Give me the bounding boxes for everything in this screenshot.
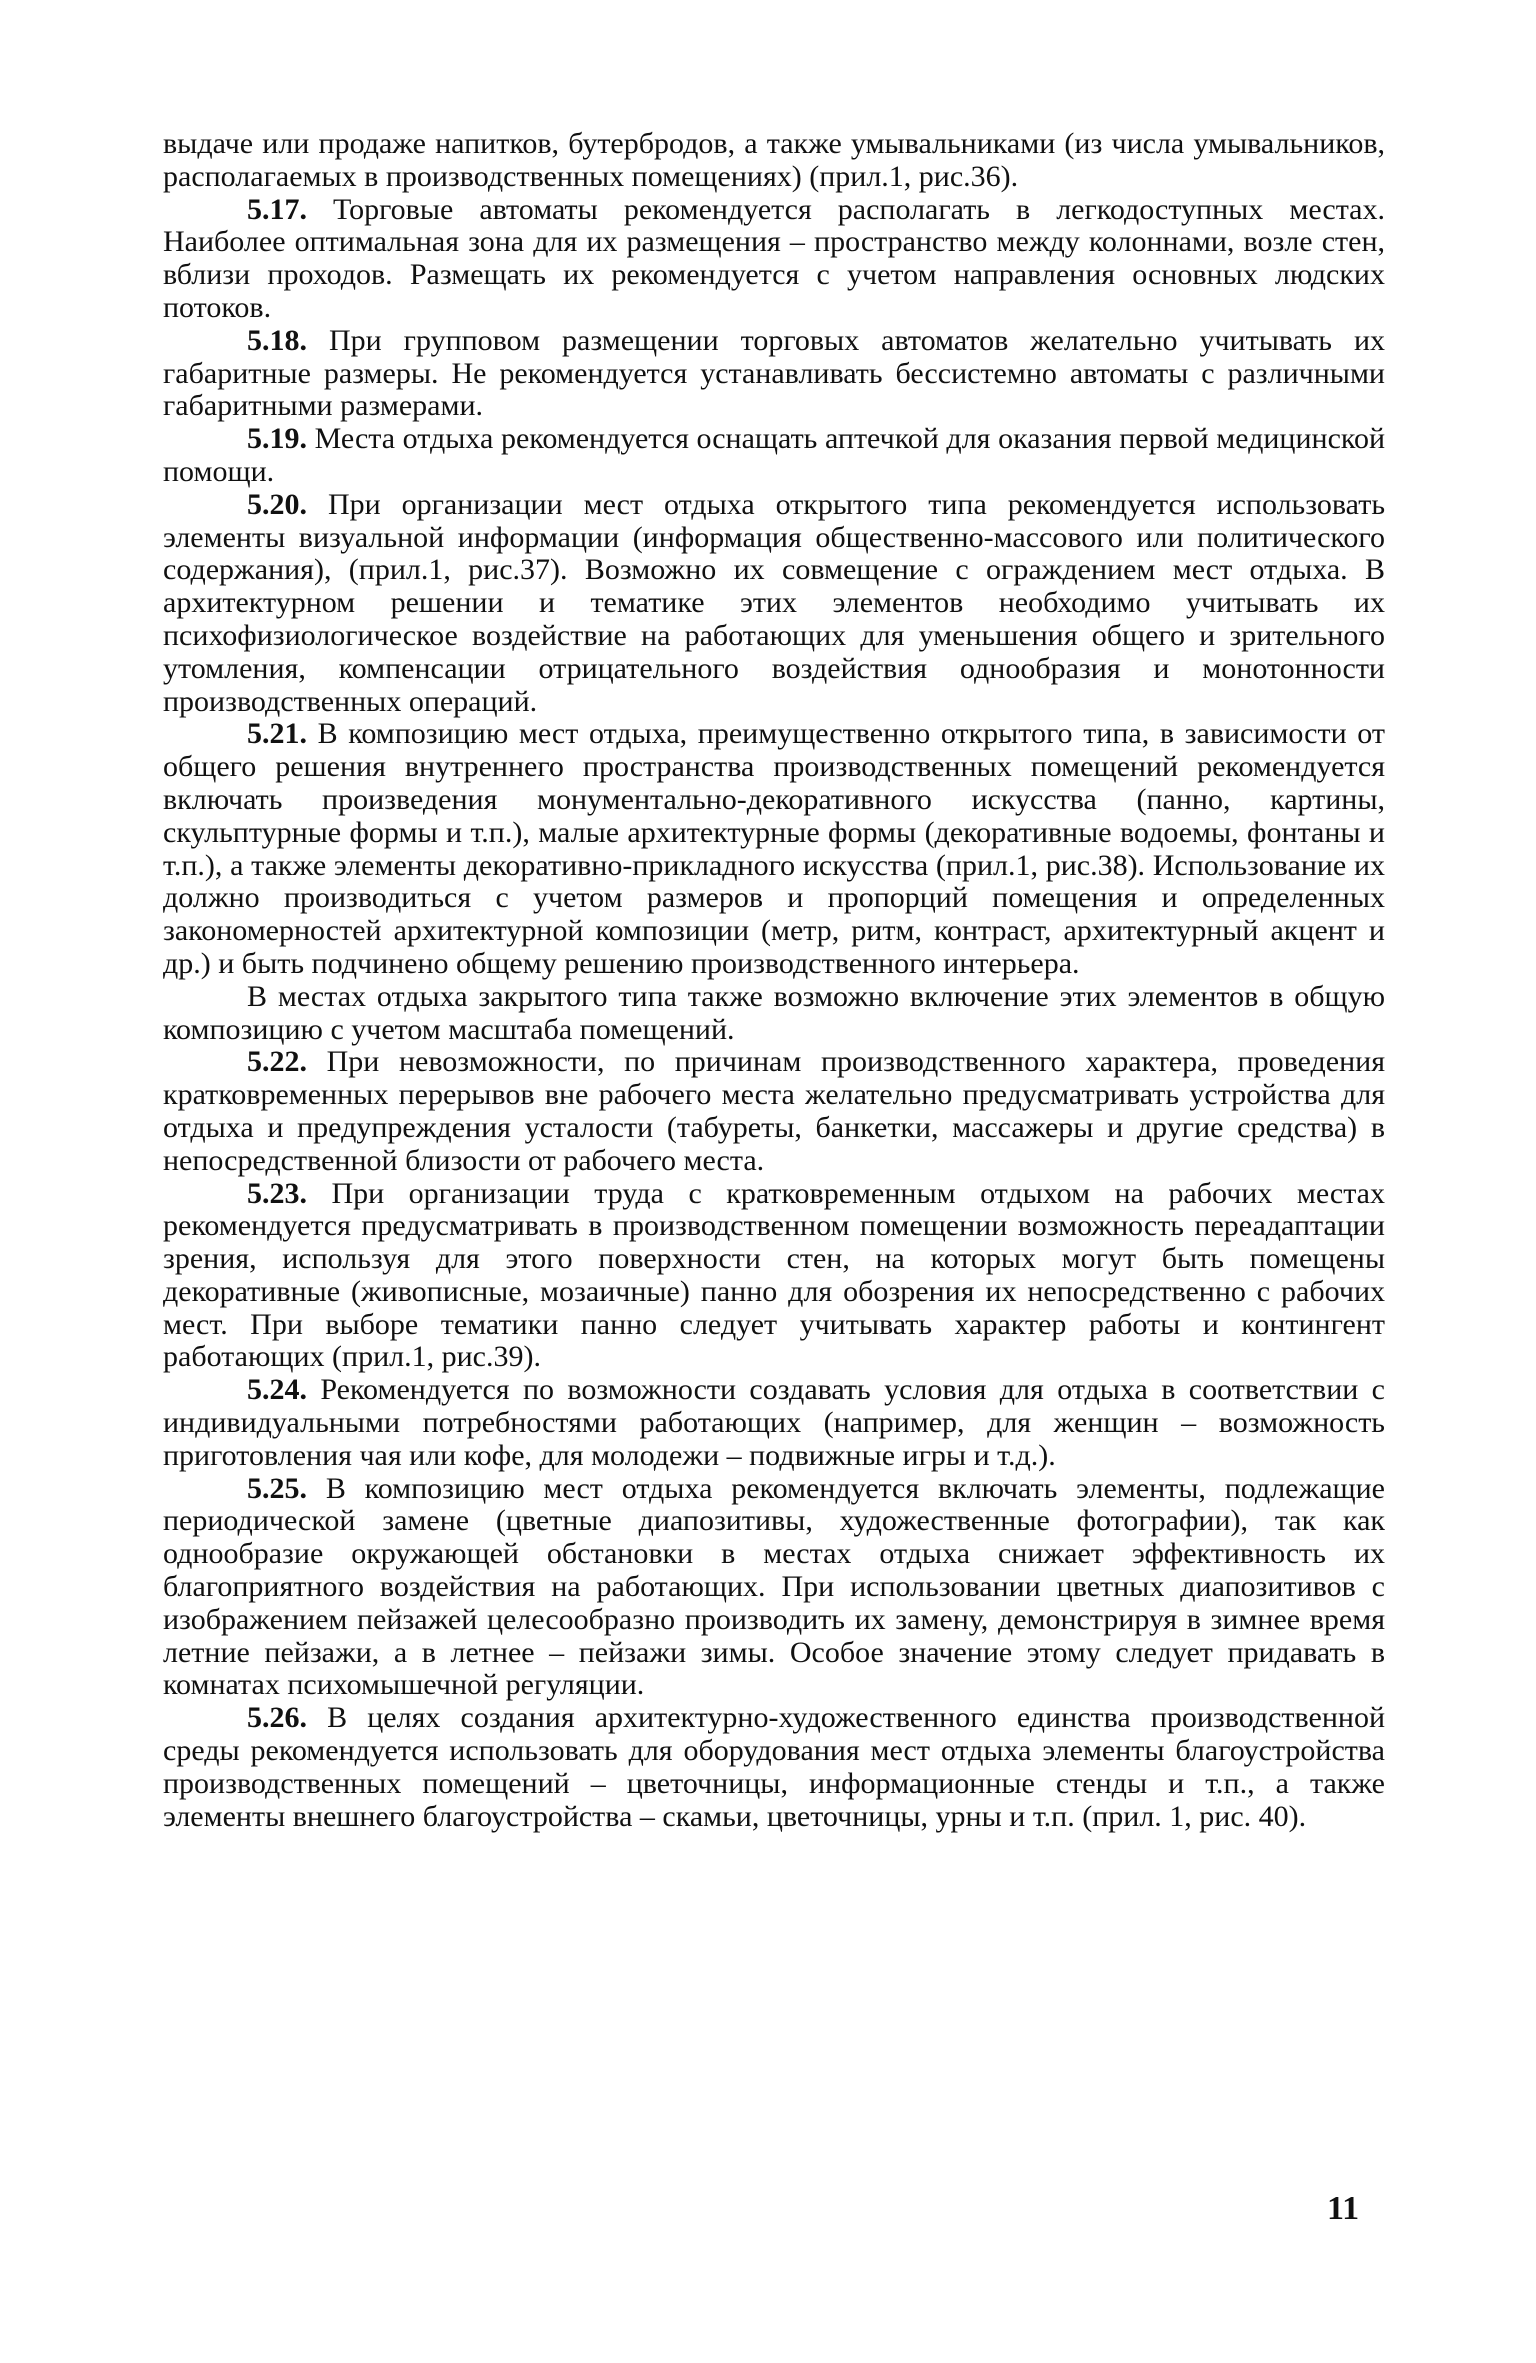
clause-number: 5.21. bbox=[247, 717, 307, 751]
paragraph-text: В целях создания архитектурно-художественного единства производственной среды рекомендуется использовать для оборудования мест отдыха элементы благоустройства производственных помещений – цветочницы, информационные стенды и т.п., а также элементы внешнего благоустройства – скамьи, цветочницы, урны и т.п. (прил. 1, рис. 40). bbox=[163, 1701, 1386, 1833]
paragraph-text: Места отдыха рекомендуется оснащать аптечкой для оказания первой медицинской помощи. bbox=[163, 422, 1386, 488]
clause-number: 5.17. bbox=[247, 192, 307, 226]
paragraph-5-21-closed-type bbox=[163, 981, 1385, 1047]
paragraph-text: Торговые автоматы рекомендуется располагать в легкодоступных местах. Наиболее оптимальная зона для их размещения – пространство между колоннами, возле стен, вблизи проходов. Размещать их рекомендуется с учетом направления основных людских потоков. bbox=[163, 192, 1385, 324]
paragraph-5-26 bbox=[163, 1702, 1385, 1833]
paragraph-5-25 bbox=[163, 1473, 1385, 1703]
paragraph-5-24 bbox=[163, 1374, 1385, 1472]
paragraph-text: При невозможности, по причинам производственного характера, проведения кратковременных перерывов вне рабочего места желательно предусматривать устройства для отдыха и предупреждения усталости (табуреты, банкетки, массажеры и другие средства) в непосредственной близости от рабочего места. bbox=[163, 1045, 1386, 1177]
paragraph-5-18 bbox=[163, 325, 1385, 423]
paragraph-text: В композицию мест отдыха рекомендуется включать элементы, подлежащие периодической замене (цветные диапозитивы, художественные фотографии), так как однообразие окружающей обстановки в местах отдыха снижает эффективность их благоприятного воздействия на работающих. При использовании цветных диапозитивов с изображением пейзажей целесообразно производить их замену, демонстрируя в зимнее время летние пейзажи, а в летнее – пейзажи зимы. Особое значение этому следует придавать в комнатах психомышечной регуляции. bbox=[163, 1471, 1385, 1702]
clause-number: 5.26. bbox=[247, 1701, 307, 1735]
paragraph-text: При организации труда с кратковременным отдыхом на рабочих местах рекомендуется предусматривать в производственном помещении возможность переадаптации зрения, используя для этого поверхности стен, на которых могут быть помещены декоративные (живописные, мозаичные) панно для обозрения их непосредственно с рабочих мест. При выборе тематики панно следует учитывать характер работы и контингент работающих (прил.1, рис.39). bbox=[163, 1176, 1385, 1374]
clause-number: 5.23. bbox=[247, 1176, 307, 1210]
paragraph-5-19 bbox=[163, 423, 1385, 489]
page-number: 11 bbox=[1327, 2190, 1360, 2227]
paragraph-5-22 bbox=[163, 1046, 1385, 1177]
clause-number: 5.22. bbox=[247, 1045, 307, 1079]
clause-number: 5.25. bbox=[247, 1471, 307, 1505]
paragraph-5-23 bbox=[163, 1178, 1385, 1375]
paragraph-5-17 bbox=[163, 194, 1385, 325]
paragraph-text: выдаче или продаже напитков, бутербродов, а также умывальниками (из числа умывальников, располагаемых в производственных помещениях) (прил.1, рис.36). bbox=[163, 127, 1385, 193]
paragraph-text: В местах отдыха закрытого типа также возможно включение этих элементов в общую композицию с учетом масштаба помещений. bbox=[163, 979, 1385, 1046]
paragraph-continuation bbox=[163, 128, 1385, 194]
clause-number: 5.18. bbox=[247, 323, 307, 357]
paragraph-text: При групповом размещении торговых автоматов желательно учитывать их габаритные размеры. Не рекомендуется устанавливать бессистемно автоматы с различными габаритными размерами. bbox=[163, 323, 1385, 423]
paragraph-5-21 bbox=[163, 718, 1385, 980]
paragraph-text: Рекомендуется по возможности создавать условия для отдыха в соответствии с индивидуальными потребностями работающих (например, для женщин – возможность приготовления чая или кофе, для молодежи – подвижные игры и т.д.). bbox=[163, 1373, 1386, 1472]
paragraph-text: При организации мест отдыха открытого типа рекомендуется использовать элементы визуальной информации (информация общественно-массового или политического содержания), (прил.1, рис.37). Возможно их совмещение с ограждением мест отдыха. В архитектурном решении и тематике этих элементов необходимо учитывать их психофизиологическое воздействие на работающих для уменьшения общего и зрительного утомления, компенсации отрицательного воздействия однообразия и монотонности производственных операций. bbox=[163, 487, 1386, 718]
clause-number: 5.24. bbox=[247, 1373, 307, 1407]
page-body bbox=[163, 128, 1385, 1833]
clause-number: 5.20. bbox=[247, 487, 307, 521]
paragraph-5-20 bbox=[163, 489, 1385, 719]
clause-number: 5.19. bbox=[247, 422, 307, 456]
paragraph-text: В композицию мест отдыха, преимущественно открытого типа, в зависимости от общего решения внутреннего пространства производственных помещений рекомендуется включать произведения монументально-декоративного искусства (панно, картины, скульптурные формы и т.п.), малые архитектурные формы (декоративные водоемы, фонтаны и т.п.), а также элементы декоративно-прикладного искусства (прил.1, рис.38). Использование их должно производиться с учетом размеров и пропорций помещения и определенных закономерностей архитектурной композиции (метр, ритм, контраст, архитектурный акцент и др.) и быть подчинено общему решению производственного интерьера. bbox=[163, 717, 1385, 980]
